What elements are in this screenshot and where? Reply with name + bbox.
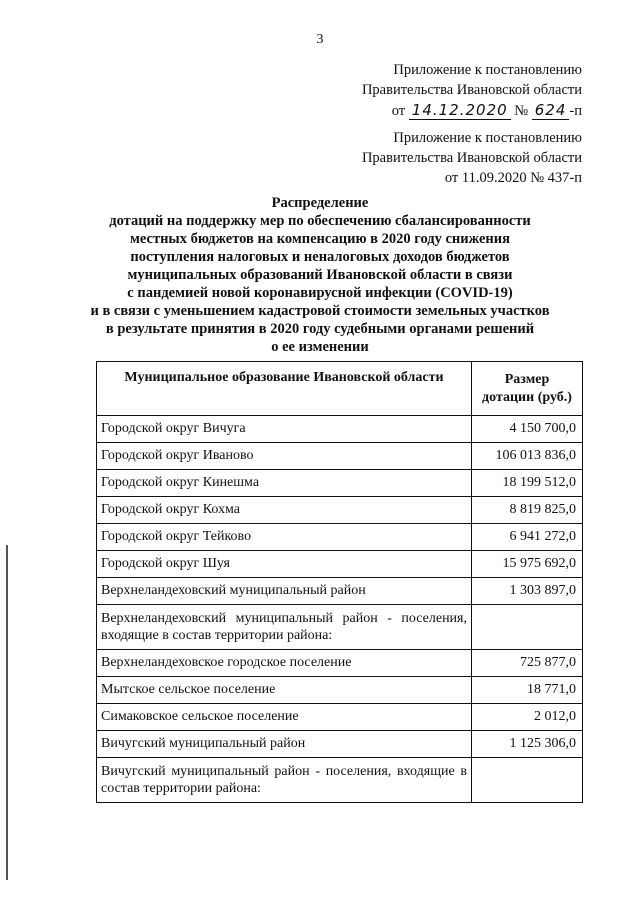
amount-cell: 1 303 897,0 bbox=[472, 578, 583, 605]
table-row bbox=[97, 677, 583, 704]
municipality-cell: Городской округ Кохма bbox=[97, 497, 472, 524]
date-prefix: от bbox=[391, 103, 406, 119]
amount-cell bbox=[472, 758, 583, 803]
number-suffix: -п bbox=[569, 103, 582, 119]
amount-cell: 1 125 306,0 bbox=[472, 731, 583, 758]
municipality-cell: Верхнеландеховское городское поселение bbox=[97, 650, 472, 677]
document-title bbox=[70, 194, 570, 356]
amount-cell bbox=[472, 605, 583, 650]
appendix-previous-line1: Приложение к постановлению bbox=[393, 130, 582, 146]
table-row bbox=[97, 758, 583, 803]
table-row bbox=[97, 470, 583, 497]
title-line: дотаций на поддержку мер по обеспечению сбалансированности bbox=[109, 213, 531, 229]
amount-cell: 15 975 692,0 bbox=[472, 551, 583, 578]
page-number: 3 bbox=[316, 32, 324, 47]
appendix-current bbox=[362, 60, 582, 121]
municipality-cell: Городской округ Тейково bbox=[97, 524, 472, 551]
appendix-previous-line3: от 11.09.2020 № 437-п bbox=[444, 170, 582, 186]
municipality-cell: Верхнеландеховский муниципальный район bbox=[97, 578, 472, 605]
amount-cell: 725 877,0 bbox=[472, 650, 583, 677]
table-row bbox=[97, 731, 583, 758]
handwritten-date: 14.12.2020 bbox=[409, 101, 511, 120]
table-row bbox=[97, 443, 583, 470]
amount-cell: 8 819 825,0 bbox=[472, 497, 583, 524]
amount-cell: 6 941 272,0 bbox=[472, 524, 583, 551]
title-line: о ее изменении bbox=[271, 339, 369, 355]
table-row bbox=[97, 578, 583, 605]
appendix-current-line3 bbox=[362, 100, 582, 121]
appendix-previous bbox=[362, 128, 582, 188]
title-line: поступления налоговых и неналоговых доходов бюджетов bbox=[130, 249, 510, 265]
header-municipality: Муниципальное образование Ивановской области bbox=[97, 362, 472, 416]
municipality-cell: Вичугский муниципальный район - поселения, входящие в состав территории района: bbox=[97, 758, 472, 803]
table-row bbox=[97, 497, 583, 524]
appendix-previous-line2: Правительства Ивановской области bbox=[361, 150, 582, 166]
amount-cell: 18 771,0 bbox=[472, 677, 583, 704]
header-amount-line1: Размер bbox=[504, 371, 550, 387]
title-line: с пандемией новой коронавирусной инфекции (COVID-19) bbox=[127, 285, 513, 301]
table-row bbox=[97, 416, 583, 443]
table-row bbox=[97, 605, 583, 650]
table-row bbox=[97, 650, 583, 677]
appendix-current-line2: Правительства Ивановской области bbox=[361, 82, 582, 98]
handwritten-number: 624 bbox=[532, 101, 570, 120]
amount-cell: 106 013 836,0 bbox=[472, 443, 583, 470]
scan-edge-mark bbox=[6, 545, 8, 880]
amount-cell: 18 199 512,0 bbox=[472, 470, 583, 497]
appendix-current-line1: Приложение к постановлению bbox=[393, 62, 582, 78]
municipality-cell: Мытское сельское поселение bbox=[97, 677, 472, 704]
municipality-cell: Симаковское сельское поселение bbox=[97, 704, 472, 731]
header-amount-line2: дотации (руб.) bbox=[482, 389, 572, 405]
municipality-cell: Городской округ Шуя bbox=[97, 551, 472, 578]
amount-cell: 4 150 700,0 bbox=[472, 416, 583, 443]
distribution-table bbox=[96, 361, 583, 803]
number-prefix: № bbox=[514, 103, 529, 119]
title-line: муниципальных образований Ивановской области в связи bbox=[127, 267, 513, 283]
municipality-cell: Городской округ Вичуга bbox=[97, 416, 472, 443]
table-header-row bbox=[97, 362, 583, 416]
municipality-cell: Городской округ Иваново bbox=[97, 443, 472, 470]
title-line: Распределение bbox=[271, 195, 369, 211]
title-line: и в связи с уменьшением кадастровой стоимости земельных участков bbox=[90, 303, 550, 319]
table-row bbox=[97, 551, 583, 578]
header-amount bbox=[472, 362, 583, 416]
municipality-cell: Городской округ Кинешма bbox=[97, 470, 472, 497]
municipality-cell: Верхнеландеховский муниципальный район - поселения, входящие в состав территории района: bbox=[97, 605, 472, 650]
title-line: местных бюджетов на компенсацию в 2020 году снижения bbox=[130, 231, 510, 247]
amount-cell: 2 012,0 bbox=[472, 704, 583, 731]
title-line: в результате принятия в 2020 году судебными органами решений bbox=[105, 321, 535, 337]
table-row bbox=[97, 704, 583, 731]
municipality-cell: Вичугский муниципальный район bbox=[97, 731, 472, 758]
table-row bbox=[97, 524, 583, 551]
